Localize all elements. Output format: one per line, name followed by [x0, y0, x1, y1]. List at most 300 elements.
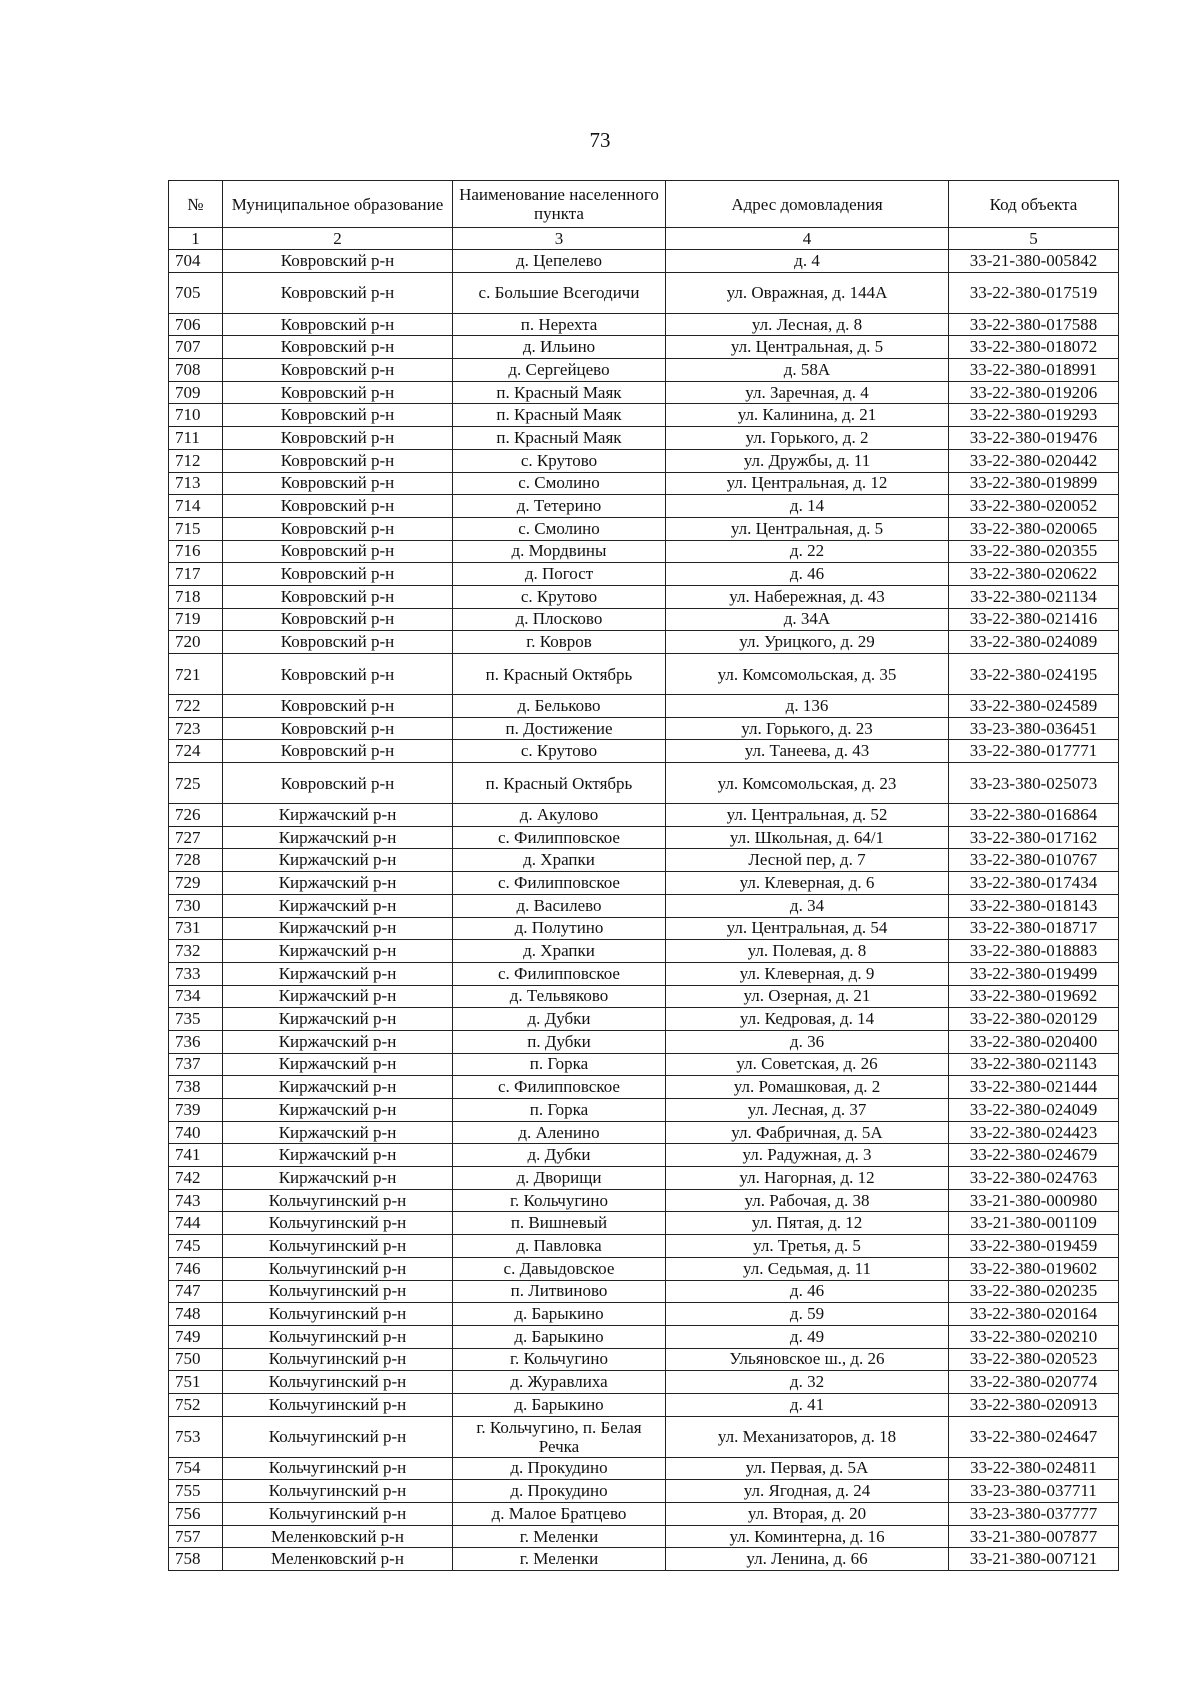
- cell-municipality: Кольчугинский р-н: [223, 1212, 453, 1235]
- cell-object-code: 33-22-380-020235: [949, 1280, 1119, 1303]
- cell-number: 704: [169, 250, 223, 273]
- cell-address: ул. Коминтерна, д. 16: [666, 1525, 949, 1548]
- table-row: [169, 1053, 1119, 1076]
- cell-municipality: Ковровский р-н: [223, 313, 453, 336]
- cell-number: 719: [169, 608, 223, 631]
- cell-number: 732: [169, 940, 223, 963]
- cell-settlement: п. Горка: [453, 1053, 666, 1076]
- cell-address: д. 14: [666, 495, 949, 518]
- cell-object-code: 33-22-380-018883: [949, 940, 1119, 963]
- cell-number: 711: [169, 427, 223, 450]
- cell-object-code: 33-22-380-020355: [949, 540, 1119, 563]
- table-row: [169, 1503, 1119, 1526]
- cell-object-code: 33-22-380-020774: [949, 1371, 1119, 1394]
- cell-municipality: Киржачский р-н: [223, 872, 453, 895]
- table-row: [169, 517, 1119, 540]
- cell-municipality: Киржачский р-н: [223, 894, 453, 917]
- cell-address: ул. Лесная, д. 37: [666, 1099, 949, 1122]
- cell-object-code: 33-22-380-017162: [949, 826, 1119, 849]
- cell-object-code: 33-22-380-017434: [949, 872, 1119, 895]
- table-row: [169, 1235, 1119, 1258]
- cell-number: 724: [169, 740, 223, 763]
- cell-address: д. 34А: [666, 608, 949, 631]
- table-row: [169, 740, 1119, 763]
- table-row: [169, 1416, 1119, 1457]
- table-row: [169, 449, 1119, 472]
- cell-municipality: Меленковский р-н: [223, 1525, 453, 1548]
- cell-number: 731: [169, 917, 223, 940]
- cell-settlement: д. Полутино: [453, 917, 666, 940]
- cell-settlement: г. Меленки: [453, 1525, 666, 1548]
- cell-number: 722: [169, 695, 223, 718]
- cell-number: 743: [169, 1189, 223, 1212]
- cell-number: 758: [169, 1548, 223, 1571]
- table-row: [169, 540, 1119, 563]
- cell-settlement: д. Барыкино: [453, 1393, 666, 1416]
- cell-object-code: 33-22-380-020913: [949, 1393, 1119, 1416]
- table-row: [169, 894, 1119, 917]
- registry-table: [168, 180, 1119, 1571]
- cell-object-code: 33-22-380-024763: [949, 1167, 1119, 1190]
- cell-address: Ульяновское ш., д. 26: [666, 1348, 949, 1371]
- cell-object-code: 33-22-380-018072: [949, 336, 1119, 359]
- cell-municipality: Киржачский р-н: [223, 1076, 453, 1099]
- cell-settlement: г. Кольчугино: [453, 1189, 666, 1212]
- cell-number: 734: [169, 985, 223, 1008]
- cell-address: д. 59: [666, 1303, 949, 1326]
- cell-address: ул. Центральная, д. 5: [666, 517, 949, 540]
- cell-object-code: 33-22-380-019293: [949, 404, 1119, 427]
- cell-address: ул. Озерная, д. 21: [666, 985, 949, 1008]
- cell-number: 744: [169, 1212, 223, 1235]
- table-row: [169, 962, 1119, 985]
- header-municipality: Муниципальное образование: [223, 181, 453, 228]
- cell-municipality: Ковровский р-н: [223, 695, 453, 718]
- cell-municipality: Кольчугинский р-н: [223, 1480, 453, 1503]
- cell-municipality: Ковровский р-н: [223, 740, 453, 763]
- table-row: [169, 1371, 1119, 1394]
- cell-settlement: с. Крутово: [453, 740, 666, 763]
- table-row: [169, 631, 1119, 654]
- cell-settlement: д. Плосково: [453, 608, 666, 631]
- cell-settlement: п. Нерехта: [453, 313, 666, 336]
- cell-object-code: 33-22-380-019499: [949, 962, 1119, 985]
- cell-address: ул. Центральная, д. 12: [666, 472, 949, 495]
- cell-number: 706: [169, 313, 223, 336]
- cell-number: 715: [169, 517, 223, 540]
- table-row: [169, 1325, 1119, 1348]
- cell-municipality: Ковровский р-н: [223, 472, 453, 495]
- cell-number: 741: [169, 1144, 223, 1167]
- cell-object-code: 33-22-380-018991: [949, 359, 1119, 382]
- cell-municipality: Ковровский р-н: [223, 563, 453, 586]
- table-row: [169, 1008, 1119, 1031]
- cell-municipality: Ковровский р-н: [223, 608, 453, 631]
- cell-settlement: д. Дубки: [453, 1008, 666, 1031]
- cell-number: 742: [169, 1167, 223, 1190]
- cell-municipality: Киржачский р-н: [223, 826, 453, 849]
- cell-number: 716: [169, 540, 223, 563]
- cell-municipality: Кольчугинский р-н: [223, 1303, 453, 1326]
- cell-number: 738: [169, 1076, 223, 1099]
- cell-number: 756: [169, 1503, 223, 1526]
- table-row: [169, 272, 1119, 313]
- cell-number: 714: [169, 495, 223, 518]
- cell-number: 753: [169, 1416, 223, 1457]
- cell-address: ул. Урицкого, д. 29: [666, 631, 949, 654]
- cell-number: 747: [169, 1280, 223, 1303]
- cell-object-code: 33-22-380-020622: [949, 563, 1119, 586]
- cell-municipality: Киржачский р-н: [223, 1008, 453, 1031]
- cell-number: 718: [169, 585, 223, 608]
- cell-object-code: 33-22-380-024647: [949, 1416, 1119, 1457]
- cell-municipality: Кольчугинский р-н: [223, 1189, 453, 1212]
- cell-object-code: 33-22-380-017588: [949, 313, 1119, 336]
- table-row: [169, 872, 1119, 895]
- cell-address: д. 136: [666, 695, 949, 718]
- cell-municipality: Кольчугинский р-н: [223, 1280, 453, 1303]
- cell-object-code: 33-22-380-024049: [949, 1099, 1119, 1122]
- cell-municipality: Кольчугинский р-н: [223, 1257, 453, 1280]
- cell-address: д. 4: [666, 250, 949, 273]
- cell-object-code: 33-22-380-020164: [949, 1303, 1119, 1326]
- table-row: [169, 1099, 1119, 1122]
- header-address: Адрес домовладения: [666, 181, 949, 228]
- table-row: [169, 1280, 1119, 1303]
- column-number: 5: [949, 228, 1119, 250]
- cell-municipality: Кольчугинский р-н: [223, 1325, 453, 1348]
- cell-settlement: с. Крутово: [453, 449, 666, 472]
- table-row: [169, 654, 1119, 695]
- cell-address: ул. Горького, д. 2: [666, 427, 949, 450]
- cell-settlement: д. Барыкино: [453, 1303, 666, 1326]
- table-row: [169, 1167, 1119, 1190]
- cell-settlement: д. Прокудино: [453, 1480, 666, 1503]
- cell-number: 712: [169, 449, 223, 472]
- cell-municipality: Ковровский р-н: [223, 585, 453, 608]
- cell-settlement: д. Павловка: [453, 1235, 666, 1258]
- header-object-code: Код объекта: [949, 181, 1119, 228]
- cell-settlement: п. Литвиново: [453, 1280, 666, 1303]
- cell-number: 745: [169, 1235, 223, 1258]
- table-row: [169, 1144, 1119, 1167]
- cell-address: ул. Полевая, д. 8: [666, 940, 949, 963]
- cell-object-code: 33-22-380-019692: [949, 985, 1119, 1008]
- cell-settlement: г. Кольчугино, п. Белая Речка: [453, 1416, 666, 1457]
- table-row: [169, 804, 1119, 827]
- cell-number: 705: [169, 272, 223, 313]
- cell-settlement: г. Меленки: [453, 1548, 666, 1571]
- cell-object-code: 33-21-380-005842: [949, 250, 1119, 273]
- cell-settlement: п. Вишневый: [453, 1212, 666, 1235]
- cell-settlement: п. Дубки: [453, 1030, 666, 1053]
- cell-municipality: Кольчугинский р-н: [223, 1371, 453, 1394]
- cell-object-code: 33-22-380-021444: [949, 1076, 1119, 1099]
- table-body: [169, 250, 1119, 1571]
- column-number: 1: [169, 228, 223, 250]
- cell-settlement: д. Барыкино: [453, 1325, 666, 1348]
- cell-number: 736: [169, 1030, 223, 1053]
- cell-municipality: Ковровский р-н: [223, 540, 453, 563]
- cell-number: 728: [169, 849, 223, 872]
- cell-number: 709: [169, 381, 223, 404]
- cell-settlement: д. Журавлиха: [453, 1371, 666, 1394]
- cell-number: 752: [169, 1393, 223, 1416]
- cell-object-code: 33-22-380-019476: [949, 427, 1119, 450]
- cell-address: ул. Комсомольская, д. 35: [666, 654, 949, 695]
- cell-settlement: д. Тетерино: [453, 495, 666, 518]
- cell-object-code: 33-22-380-019602: [949, 1257, 1119, 1280]
- cell-object-code: 33-22-380-020523: [949, 1348, 1119, 1371]
- cell-settlement: д. Мордвины: [453, 540, 666, 563]
- table-row: [169, 940, 1119, 963]
- cell-settlement: д. Дворищи: [453, 1167, 666, 1190]
- cell-object-code: 33-22-380-021134: [949, 585, 1119, 608]
- cell-number: 750: [169, 1348, 223, 1371]
- cell-municipality: Кольчугинский р-н: [223, 1416, 453, 1457]
- cell-municipality: Ковровский р-н: [223, 272, 453, 313]
- cell-address: д. 34: [666, 894, 949, 917]
- cell-number: 735: [169, 1008, 223, 1031]
- cell-address: ул. Ленина, д. 66: [666, 1548, 949, 1571]
- table-row: [169, 1212, 1119, 1235]
- cell-object-code: 33-22-380-021416: [949, 608, 1119, 631]
- cell-number: 708: [169, 359, 223, 382]
- cell-settlement: д. Ильино: [453, 336, 666, 359]
- cell-address: ул. Кедровая, д. 14: [666, 1008, 949, 1031]
- cell-municipality: Меленковский р-н: [223, 1548, 453, 1571]
- cell-address: ул. Третья, д. 5: [666, 1235, 949, 1258]
- cell-settlement: п. Красный Октябрь: [453, 763, 666, 804]
- table-row: [169, 381, 1119, 404]
- table-row: [169, 849, 1119, 872]
- cell-address: ул. Советская, д. 26: [666, 1053, 949, 1076]
- cell-address: ул. Клеверная, д. 9: [666, 962, 949, 985]
- table-row: [169, 404, 1119, 427]
- cell-municipality: Ковровский р-н: [223, 250, 453, 273]
- cell-address: д. 32: [666, 1371, 949, 1394]
- table-row: [169, 1457, 1119, 1480]
- cell-number: 729: [169, 872, 223, 895]
- cell-number: 720: [169, 631, 223, 654]
- cell-object-code: 33-22-380-024423: [949, 1121, 1119, 1144]
- cell-address: ул. Нагорная, д. 12: [666, 1167, 949, 1190]
- cell-number: 739: [169, 1099, 223, 1122]
- cell-object-code: 33-22-380-024195: [949, 654, 1119, 695]
- cell-settlement: д. Аленино: [453, 1121, 666, 1144]
- cell-number: 754: [169, 1457, 223, 1480]
- table-row: [169, 1257, 1119, 1280]
- cell-object-code: 33-23-380-036451: [949, 717, 1119, 740]
- cell-municipality: Ковровский р-н: [223, 359, 453, 382]
- table-row: [169, 695, 1119, 718]
- table-row: [169, 1189, 1119, 1212]
- cell-settlement: г. Кольчугино: [453, 1348, 666, 1371]
- cell-object-code: 33-21-380-007877: [949, 1525, 1119, 1548]
- column-number: 4: [666, 228, 949, 250]
- cell-settlement: с. Смолино: [453, 472, 666, 495]
- cell-settlement: с. Давыдовское: [453, 1257, 666, 1280]
- cell-address: д. 58А: [666, 359, 949, 382]
- cell-object-code: 33-22-380-020400: [949, 1030, 1119, 1053]
- cell-number: 726: [169, 804, 223, 827]
- header-row: [169, 181, 1119, 228]
- cell-number: 725: [169, 763, 223, 804]
- header-number: №: [169, 181, 223, 228]
- cell-object-code: 33-22-380-024589: [949, 695, 1119, 718]
- cell-number: 737: [169, 1053, 223, 1076]
- cell-number: 710: [169, 404, 223, 427]
- table-row: [169, 1030, 1119, 1053]
- cell-address: ул. Танеева, д. 43: [666, 740, 949, 763]
- cell-address: ул. Овражная, д. 144А: [666, 272, 949, 313]
- cell-municipality: Ковровский р-н: [223, 654, 453, 695]
- cell-settlement: п. Красный Маяк: [453, 404, 666, 427]
- cell-number: 746: [169, 1257, 223, 1280]
- cell-settlement: д. Сергейцево: [453, 359, 666, 382]
- cell-address: д. 36: [666, 1030, 949, 1053]
- cell-municipality: Киржачский р-н: [223, 940, 453, 963]
- cell-object-code: 33-22-380-018143: [949, 894, 1119, 917]
- cell-settlement: с. Филипповское: [453, 962, 666, 985]
- cell-number: 751: [169, 1371, 223, 1394]
- cell-object-code: 33-22-380-018717: [949, 917, 1119, 940]
- cell-number: 755: [169, 1480, 223, 1503]
- cell-municipality: Киржачский р-н: [223, 962, 453, 985]
- table-row: [169, 1348, 1119, 1371]
- column-number-row: [169, 228, 1119, 250]
- cell-municipality: Кольчугинский р-н: [223, 1503, 453, 1526]
- cell-settlement: п. Красный Маяк: [453, 381, 666, 404]
- cell-address: д. 49: [666, 1325, 949, 1348]
- cell-address: ул. Ягодная, д. 24: [666, 1480, 949, 1503]
- cell-object-code: 33-22-380-024089: [949, 631, 1119, 654]
- cell-settlement: д. Цепелево: [453, 250, 666, 273]
- cell-settlement: д. Храпки: [453, 940, 666, 963]
- header-settlement: Наименование населенного пункта: [453, 181, 666, 228]
- cell-address: ул. Центральная, д. 5: [666, 336, 949, 359]
- cell-number: 757: [169, 1525, 223, 1548]
- cell-municipality: Кольчугинский р-н: [223, 1235, 453, 1258]
- cell-municipality: Ковровский р-н: [223, 336, 453, 359]
- cell-municipality: Киржачский р-н: [223, 1121, 453, 1144]
- cell-settlement: д. Тельвяково: [453, 985, 666, 1008]
- table-row: [169, 1393, 1119, 1416]
- table-row: [169, 1480, 1119, 1503]
- cell-address: ул. Горького, д. 23: [666, 717, 949, 740]
- cell-number: 740: [169, 1121, 223, 1144]
- cell-object-code: 33-22-380-019206: [949, 381, 1119, 404]
- cell-object-code: 33-22-380-017771: [949, 740, 1119, 763]
- cell-number: 748: [169, 1303, 223, 1326]
- cell-object-code: 33-22-380-020129: [949, 1008, 1119, 1031]
- cell-object-code: 33-22-380-021143: [949, 1053, 1119, 1076]
- cell-address: ул. Клеверная, д. 6: [666, 872, 949, 895]
- table-row: [169, 917, 1119, 940]
- cell-municipality: Киржачский р-н: [223, 849, 453, 872]
- table-row: [169, 472, 1119, 495]
- cell-number: 749: [169, 1325, 223, 1348]
- table-row: [169, 985, 1119, 1008]
- cell-object-code: 33-21-380-001109: [949, 1212, 1119, 1235]
- cell-address: ул. Дружбы, д. 11: [666, 449, 949, 472]
- cell-address: Лесной пер, д. 7: [666, 849, 949, 872]
- cell-address: ул. Центральная, д. 54: [666, 917, 949, 940]
- cell-object-code: 33-21-380-007121: [949, 1548, 1119, 1571]
- table-row: [169, 763, 1119, 804]
- cell-object-code: 33-22-380-024679: [949, 1144, 1119, 1167]
- cell-municipality: Кольчугинский р-н: [223, 1457, 453, 1480]
- table-row: [169, 585, 1119, 608]
- cell-address: ул. Вторая, д. 20: [666, 1503, 949, 1526]
- cell-object-code: 33-22-380-020052: [949, 495, 1119, 518]
- cell-address: д. 22: [666, 540, 949, 563]
- cell-address: ул. Первая, д. 5А: [666, 1457, 949, 1480]
- cell-settlement: г. Ковров: [453, 631, 666, 654]
- cell-object-code: 33-22-380-017519: [949, 272, 1119, 313]
- cell-address: д. 41: [666, 1393, 949, 1416]
- cell-municipality: Ковровский р-н: [223, 495, 453, 518]
- cell-settlement: с. Филипповское: [453, 872, 666, 895]
- table-row: [169, 1303, 1119, 1326]
- cell-municipality: Киржачский р-н: [223, 985, 453, 1008]
- cell-address: ул. Механизаторов, д. 18: [666, 1416, 949, 1457]
- cell-settlement: с. Большие Всегодичи: [453, 272, 666, 313]
- cell-address: ул. Заречная, д. 4: [666, 381, 949, 404]
- cell-address: ул. Центральная, д. 52: [666, 804, 949, 827]
- table-row: [169, 826, 1119, 849]
- cell-municipality: Кольчугинский р-н: [223, 1393, 453, 1416]
- cell-settlement: д. Погост: [453, 563, 666, 586]
- table-row: [169, 1121, 1119, 1144]
- cell-address: ул. Ромашковая, д. 2: [666, 1076, 949, 1099]
- table-row: [169, 427, 1119, 450]
- cell-number: 707: [169, 336, 223, 359]
- cell-number: 727: [169, 826, 223, 849]
- cell-settlement: с. Филипповское: [453, 826, 666, 849]
- table-row: [169, 1525, 1119, 1548]
- cell-object-code: 33-22-380-020210: [949, 1325, 1119, 1348]
- cell-address: д. 46: [666, 563, 949, 586]
- cell-address: ул. Седьмая, д. 11: [666, 1257, 949, 1280]
- cell-settlement: п. Горка: [453, 1099, 666, 1122]
- cell-object-code: 33-23-380-037711: [949, 1480, 1119, 1503]
- cell-municipality: Ковровский р-н: [223, 631, 453, 654]
- table-row: [169, 336, 1119, 359]
- cell-address: ул. Комсомольская, д. 23: [666, 763, 949, 804]
- cell-municipality: Киржачский р-н: [223, 1030, 453, 1053]
- cell-number: 713: [169, 472, 223, 495]
- cell-number: 723: [169, 717, 223, 740]
- cell-municipality: Ковровский р-н: [223, 449, 453, 472]
- cell-settlement: д. Бельково: [453, 695, 666, 718]
- cell-number: 733: [169, 962, 223, 985]
- table-row: [169, 495, 1119, 518]
- cell-object-code: 33-22-380-020065: [949, 517, 1119, 540]
- table-row: [169, 717, 1119, 740]
- cell-municipality: Киржачский р-н: [223, 804, 453, 827]
- cell-number: 717: [169, 563, 223, 586]
- table-row: [169, 1548, 1119, 1571]
- cell-municipality: Киржачский р-н: [223, 917, 453, 940]
- cell-municipality: Кольчугинский р-н: [223, 1348, 453, 1371]
- cell-settlement: с. Смолино: [453, 517, 666, 540]
- cell-address: ул. Набережная, д. 43: [666, 585, 949, 608]
- cell-settlement: д. Храпки: [453, 849, 666, 872]
- cell-object-code: 33-22-380-010767: [949, 849, 1119, 872]
- cell-address: ул. Радужная, д. 3: [666, 1144, 949, 1167]
- cell-number: 730: [169, 894, 223, 917]
